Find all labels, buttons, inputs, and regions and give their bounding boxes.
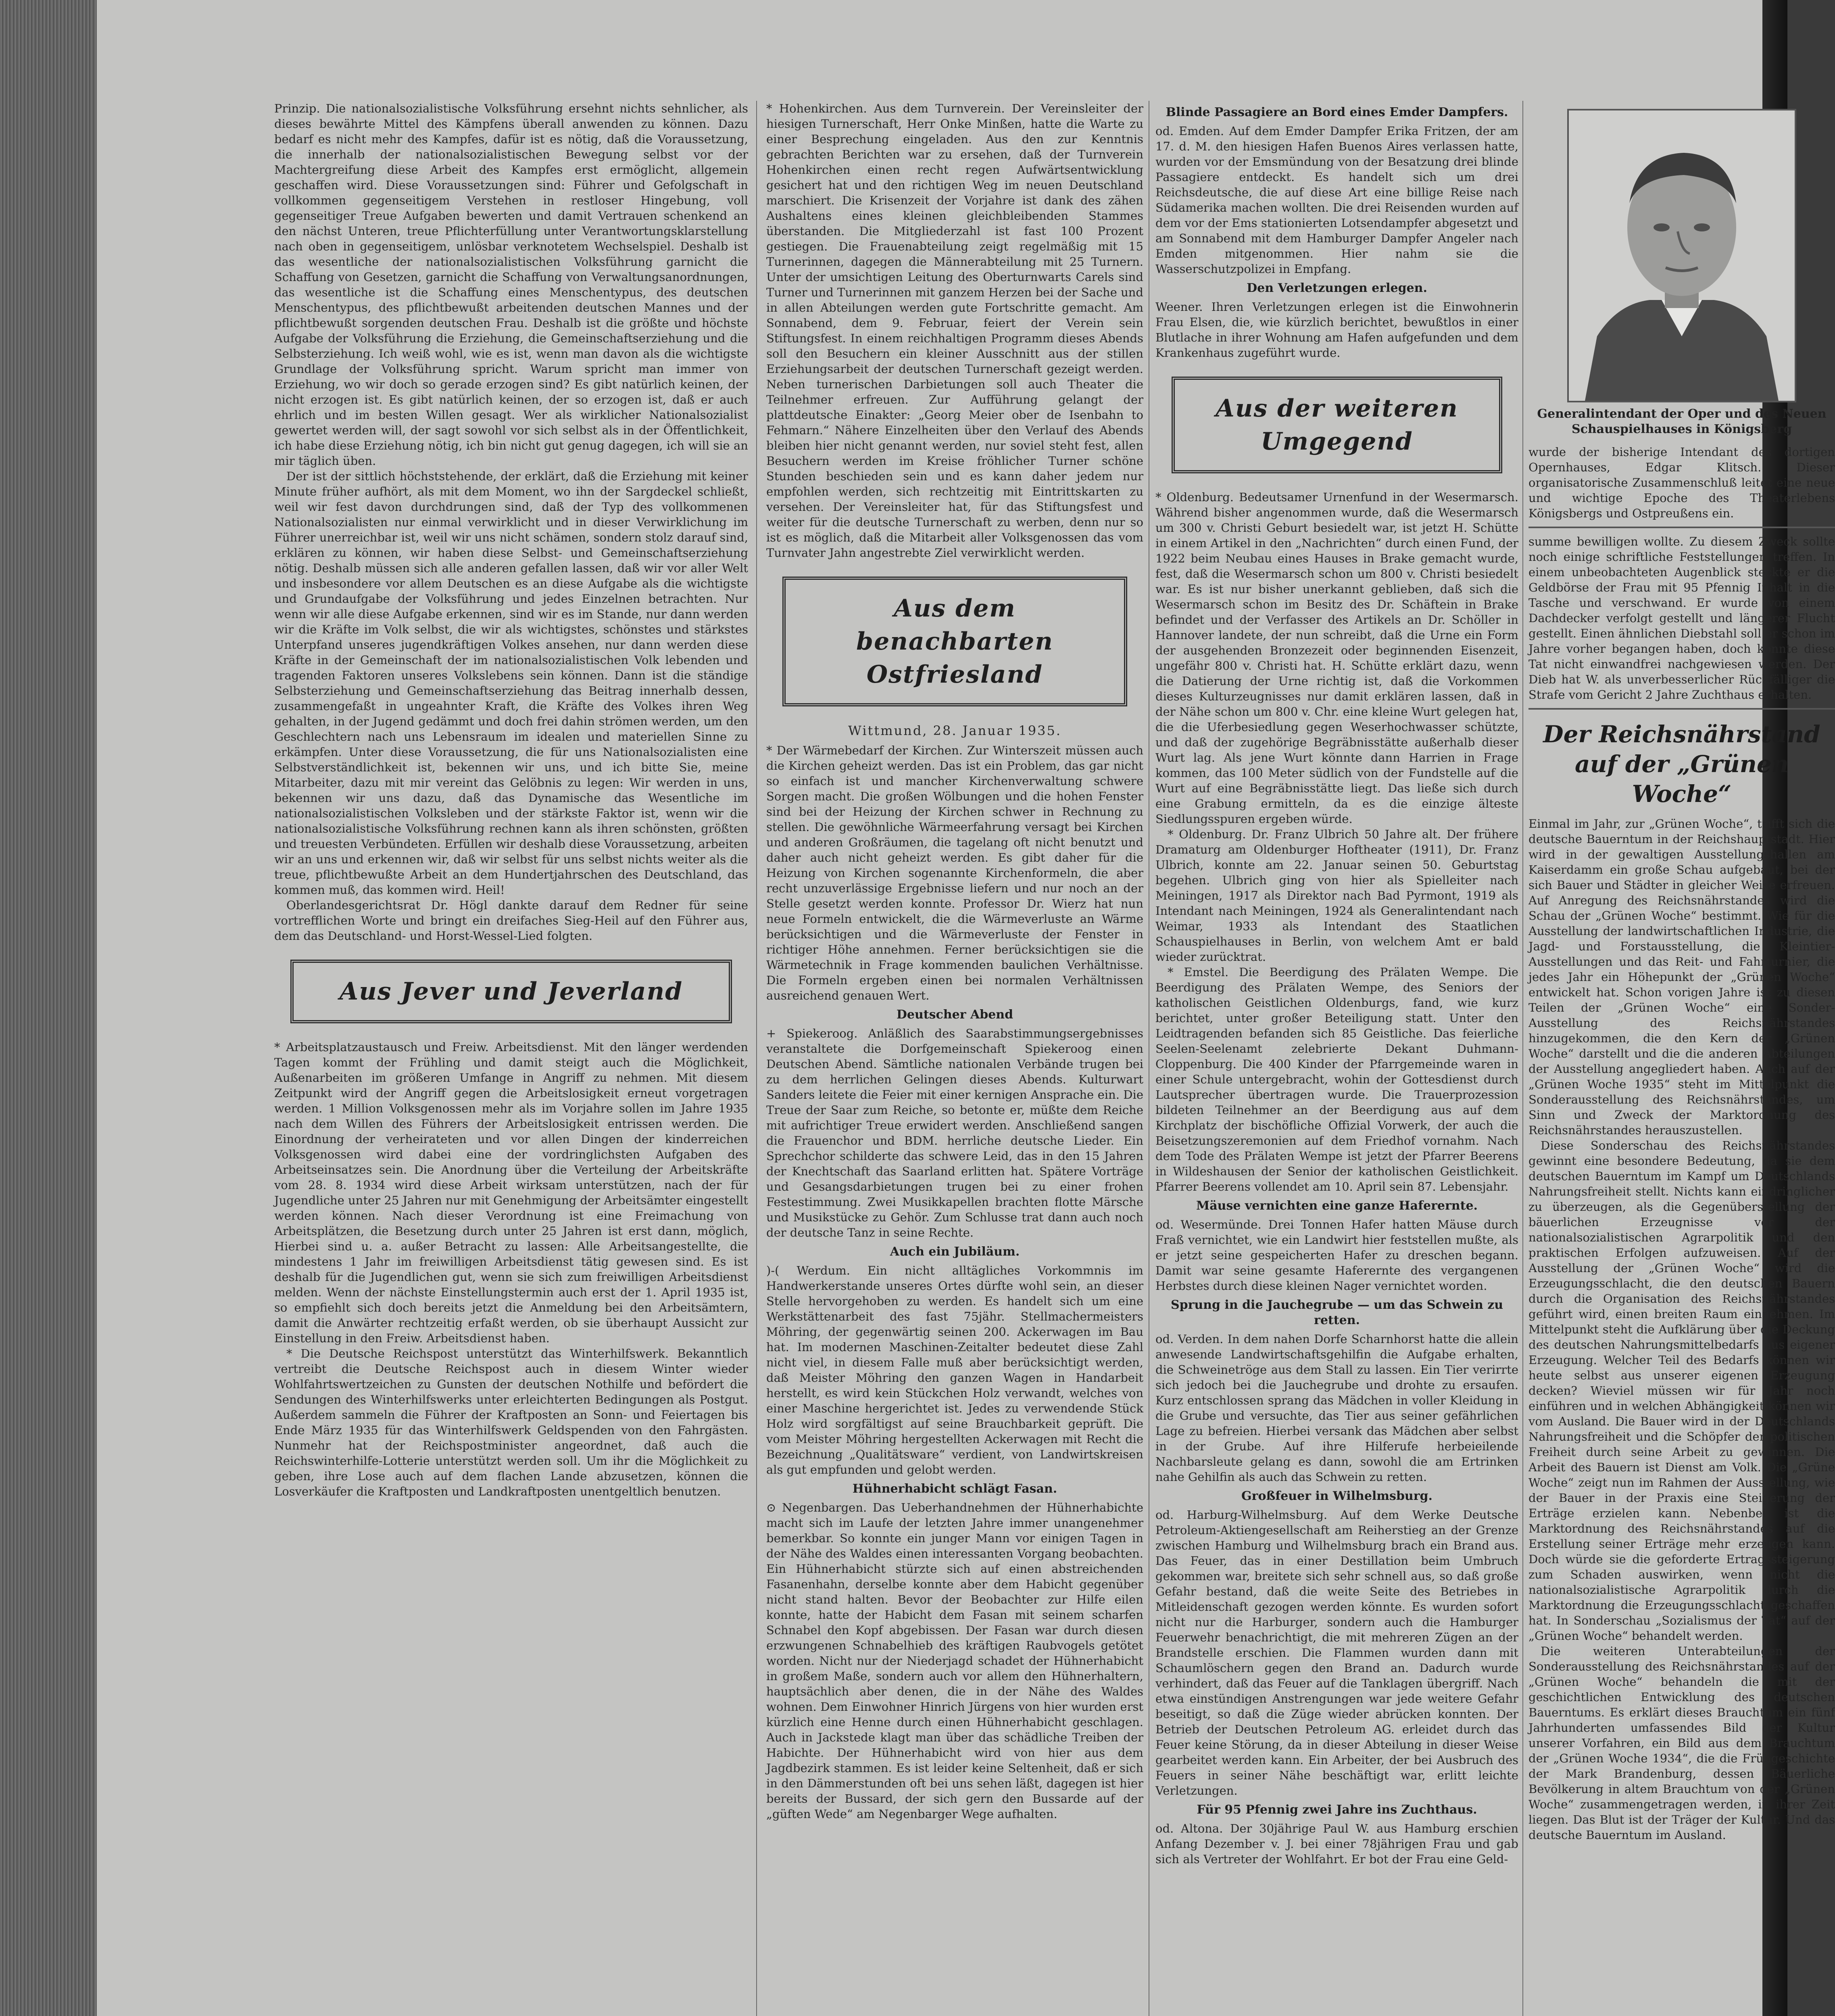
article-text: )-( Werdum. Ein nicht alltägliches Vorkommnis im Handwerkerstande unseres Ortes dürfte wohl sein, an dieser Stelle hervorgehoben zu werden. Es handelt sich um eine Werkstättenarbeit des fast 75jähr. Stellmachermeisters Möhring, der gegenwärtig seinen 200. Ackerwagen im Bau hat. Im modernen Maschinen-Zeitalter bedeutet diese Zahl nicht viel, in diesem Falle muß aber berücksichtigt werden, daß Meister Möhring den ganzen Wagen in Handarbeit herstellt, es wird kein Stückchen Holz verwandt, welches von einer Maschine hergerichtet ist. Jedes zu verwendende Stück Holz wird sorgfältigst auf seine Brauchbarkeit geprüft. Die vom Meister Möhring hergestellten Ackerwagen mit Recht die Bezeichnung „Qualitätsware“ verdient, von Landwirtskreisen als gut empfunden und gelobt werden.	[766, 1264, 1143, 1477]
article-heading: Mäuse vernichten eine ganze Haferernte.	[1196, 1199, 1478, 1213]
article-text: * Oldenburg. Bedeutsamer Urnenfund in der Wesermarsch. Während bisher angenommen wurde, daß die Wesermarsch um 300 v. Christi Geburt besiedelt war, ist jetzt H. Schütte in einem Artikel in den „Nachrichten“ durch einen Fund, der 1922 beim Neubau eines Hauses in Brake gemacht wurde, fest, daß die Wesermarsch schon um 800 v. Christi besiedelt war. Es ist nur bisher unerkannt geblieben, daß sich die Wesermarsch schon im Besitz des Dr. Schäftein in Brake befindet und der Verfasser des Artikels an Dr. Schöller in Hannover landete, der nun schreibt, daß die Urne ein Form der ausgehenden Bronzezeit oder beginnenden Eisenzeit, ungefähr 800 v. Christi hat. H. Schütte erklärt dazu, wenn die Datierung der Urne richtig ist, daß die Vorkommen dieses Kulturzeugnisses nur damit erklären lassen, daß in der Nähe schon um 800 v. Chr. eine kleine Wurt gelegen hat, die die Uferbesiedlung gegen Weserhochwasser schützte, und daß der zugehörige Begräbnisstätte außerhalb dieser Wurt lag. Als jene Wurt könnte dann Harrien in Frage kommen, das 100 Meter südlich von der Fundstelle auf die Wurt auf eine Begräbnisstätte liegt. Das ließe sich durch eine Grabung ermitteln, da es die einzige älteste Siedlungsspuren ergeben würde.	[1155, 490, 1518, 826]
section-heading-box	[290, 960, 732, 1023]
section-heading-box	[1172, 377, 1502, 473]
article-text: Einmal im Jahr, zur „Grünen Woche“, trifft sich die deutsche Bauerntum in der Reichshauptstadt. Hier wird in der gewaltigen Ausstellungshallen am Kaiserdamm ein große Schau aufgebaut, bei der sich Bauer und Städter in gleicher Weise erfreuen. Auf Anregung des Reichsnährstandes wird die Schau der „Grünen Woche“ bestimmt. Wie für die Ausstellung der landwirtschaftlichen Industrie, die Jagd- und Forstausstellung, die Kleintier-Ausstellungen und das Reit- und Fahrturnier, die jedes Jahr ein Höhepunkt der „Grünen Woche“ entwickelt hat. Schon vorigen Jahre ist zu diesen Teilen der „Grünen Woche“ eine Sonder-Ausstellung des Reichsnährstandes hinzugekommen, die den Kern der „Grünen Woche“ darstellt und die die anderen Abteilungen der Ausstellung angegliedert haben. Auch auf der „Grünen Woche 1935“ steht im Mittelpunkt die Sonderausstellung des Reichsnährstandes, um Sinn und Zweck der Marktordnung des Reichsnährstandes herauszustellen.	[1528, 817, 1835, 1137]
section-heading: Aus der weiteren Umgegend	[1216, 394, 1458, 456]
divider	[1528, 708, 1835, 710]
portrait-photo	[1567, 109, 1796, 402]
article-text: Der ist der sittlich höchststehende, der erklärt, daß die Erziehung mit keiner Minute früher aufhört, als mit dem Moment, wo ihn der Sargdeckel schließt, weil wir fest davon durchdrungen sind, daß der Typ des vollkommenen Nationalsozialisten nur einmal verwirklicht und in dieser Verwirklichung im Führer unerreichbar ist, weil wir uns nicht schämen, sondern stolz darauf sind, erklären zu können, wir haben diese Selbst- und Gemeinschaftserziehung nötig. Deshalb müssen sich alle anderen gefallen lassen, daß wir vor aller Welt und insbesondere vor allem Deutschen es an diese Aufgabe als die wichtigste und Grundaufgabe der Volksführung und jedes Einzelnen betrachten. Nur wenn wir alle diese Aufgabe erkennen, sind wir es im Stande, nur dann werden wir die Kräfte im Volk selbst, die wir als wichtigstes, schönstes und stärkstes Unterpfand unseres jugendkräftigen Volkes ansehen, nur dann werden diese Kräfte in der Gemeinschaft der im nationalsozialistischen Volk lebenden und tragenden Faktoren unseres Volkslebens sein können. Dann ist die ständige Selbsterziehung und Gemeinschaftserziehung das Beitrag innerhalb dessen, zusammengefaßt in ungeahnter Kraft, die Kräfte des Volkes ihren Weg gehalten, in der Jugend gedämmt und doch frei dahin strömen werden, um den Geschlechtern nach uns Lebensraum im idealen und materiellen Sinne zu erkämpfen. Unter diese Voraussetzung, die für uns Nationalsozialisten eine Selbstverständlichkeit ist, bekennen wir uns, und ich bitte Sie, meine Mitarbeiter, dazu mit mir vereint das Gelöbnis zu legen: Wir werden in uns, bekennen wir uns dazu, daß das Dynamische das Wesentliche im nationalsozialistischen Volksleben und der stärkste Faktor ist, wenn wir die nationalsozialistische Volksführung rechnen kann als ihren schönsten, größten und treuesten Verbündeten. Erfüllen wir deshalb diese Voraussetzung, arbeiten wir an uns und erkennen wir, daß wir selbst für uns selbst nichts weiter als die treue, pflichtbewußte Arbeit an dem Hundertjahrschen des Deutschland, das kommen muß, das kommen wird. Heil!	[274, 469, 748, 897]
article-heading: Sprung in die Jauchegrube — um das Schwein zu retten.	[1170, 1298, 1503, 1327]
article-text: Die weiteren Unterabteilungen der Sonderausstellung des Reichsnährstandes auf der „Grünen Woche“ behandeln die mit der geschichtlichen Entwicklung des deutschen Bauerntums. Es erklärt dieses Brauchtum ein fünf Jahrhunderten umfassendes Bild der Kultur unserer Vorfahren, ein Bild aus dem Brauchtum der „Grünen Woche 1934“, die die Frühgeschichte der Mark Brandenburg, dessen Bäuerliche Bevölkerung in altem Brauchtum von der „Grünen Woche“ zusammengetragen werden, in ihrer Zeit liegen. Das Blut ist der Träger der Kultur. Und das deutsche Bauerntum im Ausland.	[1528, 1644, 1835, 1842]
divider	[1528, 527, 1835, 528]
dateline: Wittmund, 28. Januar 1935.	[848, 723, 1061, 738]
column-4	[1528, 101, 1835, 2016]
article-heading: Großfeuer in Wilhelmsburg.	[1241, 1489, 1433, 1503]
column-3	[1155, 101, 1518, 2016]
article-text: ⊙ Negenbargen. Das Ueberhandnehmen der Hühnerhabichte macht sich im Laufe der letzten Jahre immer unangenehmer bemerkbar. So konnte ein junger Mann vor einigen Tagen in der Nähe des Waldes einen interessanten Vorgang beobachten. Ein Hühnerhabicht stürzte sich auf einen abstreichenden Fasanenhahn, derselbe konnte aber dem Habicht gegenüber nicht stand halten. Bevor der Beobachter zur Hilfe eilen konnte, hatte der Habicht dem Fasan mit seinem scharfen Schnabel den Kopf abgebissen. Der Fasan war durch diesen erzwungenen Schnabelhieb des kräftigen Raubvogels getötet worden. Nicht nur der Niederjagd schadet der Hühnerhabicht in großem Maße, sondern auch vor allem den Hühnerhaltern, hauptsächlich aber denen, die in der Nähe des Waldes wohnen. Dem Einwohner Hinrich Jürgens von hier wurden erst kürzlich eine Henne durch einen Hühnerhabicht geschlagen. Auch in Jackstede klagt man über das schädliche Treiben der Habichte. Der Hühnerhabicht wird von hier aus dem Jagdbezirk stammen. Es ist leider keine Seltenheit, daß er sich in den Dämmerstunden oft bei uns sehen läßt, dagegen ist hier bereits der Bussard, der sich gern den Bussarde auf der „güften Wede“ am Negenbarger Wege aufhalten.	[766, 1501, 1143, 1821]
article-heading: Deutscher Abend	[896, 1008, 1013, 1022]
article-heading: Hühnerhabicht schlägt Fasan.	[852, 1482, 1057, 1496]
article-heading: Blinde Passagiere an Bord eines Emder Dampfers.	[1166, 105, 1508, 119]
article-text: + Spiekeroog. Anläßlich des Saarabstimmungsergebnisses veranstaltete die Dorfgemeinschaft Spiekeroog einen Deutschen Abend. Sämtliche nationalen Verbände trugen bei zu dem herrlichen Gelingen dieses Abends. Kulturwart Sanders leitete die Feier mit einer kernigen Ansprache ein. Die Treue der Saar zum Reiche, so betonte er, müßte dem Reiche mit aufrichtiger Treue erwidert werden. Anschließend sangen die Frauenchor und BDM. herrliche deutsche Lieder. Ein Sprechchor schilderte das schwere Leid, das in den 15 Jahren der Knechtschaft das Saarland erlitten hat. Spätere Vorträge und Gesangsdarbietungen trugen bei zu einer frohen Festestimmung. Zwei Musikkapellen brachten flotte Märsche und Musikstücke zu Gehör. Zum Schlusse trat dann auch noch der deutsche Tanz in seine Rechte.	[766, 1027, 1143, 1239]
article-text: od. Harburg-Wilhelmsburg. Auf dem Werke Deutsche Petroleum-Aktiengesellschaft am Reiherstieg an der Grenze zwischen Hamburg und Wilhelmsburg brach ein Brand aus. Das Feuer, das in einer Destillation beim Umbruch gekommen war, breitete sich sehr schnell aus, so daß große Gefahr bestand, daß die weite Seite des Betriebes in Mitleidenschaft gezogen werden könnte. Es wurden sofort nicht nur die Harburger, sondern auch die Hamburger Feuerwehr benachrichtigt, die mit mehreren Zügen an der Brandstelle erschien. Die Flammen wurden dann mit Schaumlöschern gegen den Brand an. Dadurch wurde verhindert, daß das Feuer auf die Tanklagen übergriff. Nach etwa einstündigen Anstrengungen war jede weitere Gefahr beseitigt, so daß die Züge wieder abrücken konnten. Der Betrieb der Deutschen Petroleum AG. erleidet durch das Feuer keine Störung, da in dieser Abteilung in dieser Weise gearbeitet werden kann. Ein Arbeiter, der bei Ausbruch des Feuers in seiner Nähe beschäftigt war, erlitt leichte Verletzungen.	[1155, 1508, 1518, 1797]
article-heading: Auch ein Jubiläum.	[890, 1245, 1020, 1259]
article-text: * Emstel. Die Beerdigung des Prälaten Wempe. Die Beerdigung des Prälaten Wempe, des Seniors der katholischen Geistlichen Oldenburgs, fand, wie kurz berichtet, unter großer Beteiligung statt. Unter den Leidtragenden befanden sich 85 Geistliche. Das feierliche Seelen-Seelenamt zelebrierte Dekant Duhmann-Cloppenburg. Die 400 Kinder der Pfarrgemeinde waren in einer Schule untergebracht, wohin der Gottesdienst durch Lautsprecher übertragen wurde. Die Trauerprozession bildeten Teilnehmer an der Beerdigung aus auf dem Kirchplatz der bischöfliche Offizial Vorwerk, der auch die Beisetzungszeremonien auf dem Friedhof vornahm. Nach dem Tode des Prälaten Wempe ist jetzt der Pfarrer Beerens in Wildeshausen der Senior der katholischen Geistlichkeit. Pfarrer Beerens vollendet am 10. April sein 87. Lebensjahr.	[1155, 965, 1518, 1193]
article-text: od. Emden. Auf dem Emder Dampfer Erika Fritzen, der am 17. d. M. den hiesigen Hafen Buenos Aires verlassen hatte, wurden vor der Emsmündung von der Besatzung drei blinde Passagiere entdeckt. Es handelt sich um drei Reichsdeutsche, die auf diese Art eine billige Reise nach Südamerika machen wollten. Die drei Reisenden wurden auf dem vor der Ems stationierten Lotsendampfer abgesetzt und am Sonnabend mit dem Hamburger Dampfer Angeler nach Emden mitgenommen. Hier nahm sie die Wasserschutzpolizei in Empfang.	[1155, 124, 1518, 276]
article-title: Der Reichsnährstand auf der „Grünen Woche“	[1543, 721, 1820, 808]
article-heading: Den Verletzungen erlegen.	[1247, 281, 1427, 295]
photo-caption: Generalintendant der Oper und des Neuen Schauspielhauses in Königsberg	[1537, 407, 1827, 436]
column-2	[766, 101, 1143, 2016]
section-heading: Aus Jever und Jeverland	[339, 977, 683, 1006]
article-text: * Hohenkirchen. Aus dem Turnverein. Der Vereinsleiter der hiesigen Turnerschaft, Herr Onke Minßen, hatte die Warte zu einer Besprechung eingeladen. Aus den zur Kenntnis gebrachten Berichten war zu ersehen, daß der Turnverein Hohenkirchen einen recht regen Aufwärtsentwicklung gesichert hat und den richtigen Weg im neuen Deutschland marschiert. Die Krisenzeit der Vorjahre ist dank des zähen Aushaltens eines kleinen gleichbleibenden Stammes überstanden. Die Mitgliederzahl ist fast 100 Prozent gestiegen. Die Frauenabteilung zeigt regelmäßig mit 15 Turnerinnen, dagegen die Männerabteilung mit 25 Turnern. Unter der umsichtigen Leitung des Oberturnwarts Carels sind Turner und Turnerinnen mit ganzem Herzen bei der Sache und in allen Abteilungen werden gute Fortschritte gemacht. Am Sonnabend, dem 9. Februar, feiert der Verein sein Stiftungsfest. In einem reichhaltigen Programm dieses Abends soll den Besuchern ein kleiner Ausschnitt aus der stillen Erziehungsarbeit der deutschen Turnerschaft gezeigt werden. Neben turnerischen Darbietungen soll auch Theater die Teilnehmer erfreuen. Zur Aufführung gelangt der plattdeutsche Einakter: „Georg Meier ober de Isenbahn to Fehmarn.“ Nähere Einzelheiten über den Verlauf des Abends bleiben hier nicht genannt werden, nur soviel steht fest, allen Besuchern werden im Kreise fröhlicher Turner schöne Stunden beschieden sein und es kann daher jedem nur empfohlen werden, sich rechtzeitig mit Eintrittskarten zu versehen. Der Vereinsleiter hat, für das Stiftungsfest und weiter für die deutsche Turnerschaft zu werben, denn nur so ist es möglich, daß die Mitarbeit aller Volksgenossen das vom Turnvater Jahn angestrebte Ziel verwirklicht werden.	[766, 102, 1143, 560]
article-text: Prinzip. Die nationalsozialistische Volksführung ersehnt nichts sehnlicher, als dieses bewährte Mittel des Kämpfens überall anwenden zu können. Dazu bedarf es nicht mehr des Kampfes, dafür ist es nötig, daß die Voraussetzung, die innerhalb der nationalsozialistischen Bewegung selbst vor der Machtergreifung diese Arbeit des Kampfes erst ermöglicht, allgemein geschaffen wird. Diese Voraussetzungen sind: Führer und Gefolgschaft in vollkommen gegenseitigem Verstehen in restloser Hingebung, voll gegenseitiger Treue Aufgaben bewerten und damit Vertrauen schenkend an den nächst Unteren, treue Pflichterfüllung unter Verantwortungsklarstellung nach oben in gegenseitigem, unlösbar verknotetem Wechselspiel. Deshalb ist das wesentliche der nationalsozialistischen Volksführung garnicht die Schaffung von Gesetzen, garnicht die Schaffung von Verwaltungsanordnungen, das wesentliche ist die Schaffung eines Menschentypus, des deutschen Menschentypus, des pflichtbewußt arbeitenden deutschen Mannes und der pflichtbewußt sorgenden deutschen Frau. Deshalb ist die größte und höchste Aufgabe der Volksführung die Erziehung, die Gemeinschaftserziehung und die Selbsterziehung. Ich weiß wohl, wie es ist, wenn man davon als die wichtigste Grundlage der Volksführung spricht. Warum spricht man immer von Erziehung, wo wir doch so gerade erzogen sind? Es gibt natürlich keinen, der nicht erzogen ist. Es gibt natürlich keinen, der so erzogen ist, daß er auch ehrlich und im besten Willen gesagt. Wer als wirklicher Nationalsozialist gewertet werden will, der sagt sowohl vor sich selbst als in der Öffentlichkeit, ich habe diese Erziehung nötig, ich bin nicht gut genug dagegen, ich will sie an mir täglich üben.	[274, 102, 748, 468]
column-rule	[756, 101, 757, 2016]
article-text: od. Altona. Der 30jährige Paul W. aus Hamburg erschien Anfang Dezember v. J. bei einer 78jährigen Frau und gab sich als Vertreter der Wohlfahrt. Er bot der Frau eine Geld-	[1155, 1822, 1518, 1866]
article-text: summe bewilligen wollte. Zu diesem Zweck sollte noch einige schriftliche Feststellungen treffen. In einem unbeobachteten Augenblick steckte er die Geldbörse der Frau mit 95 Pfennig Inhalt in die Tasche und verschwand. Er wurde von einem Dachdecker verfolgt gestellt und längerer Flucht gestellt. Einen ähnlichen Diebstahl soll er schon im Jahre vorher begangen haben, doch konnte diese Tat nicht einwandfrei nachgewiesen werden. Der Dieb hat W. als unverbesserlicher Rückfälliger die Strafe vom Gericht 2 Jahre Zuchthaus erhalten.	[1528, 535, 1835, 702]
article-text: * Oldenburg. Dr. Franz Ulbrich 50 Jahre alt. Der frühere Dramaturg am Oldenburger Hoftheater (1911), Dr. Franz Ulbrich, konnte am 22. Januar seinen 50. Geburtstag begehen. Ulbrich ging von hier als Spielleiter nach Meiningen, 1917 als Direktor nach Bad Pyrmont, 1919 als Intendant nach Meiningen, 1924 als Generalintendant nach Weimar, 1933 als Intendant des Staatlichen Schauspielhauses in Berlin, von welchem Amt er bald wieder zurücktrat.	[1155, 827, 1518, 964]
column-1	[274, 101, 748, 2016]
article-text: * Der Wärmebedarf der Kirchen. Zur Winterszeit müssen auch die Kirchen geheizt werden. Das ist ein Problem, das gar nicht so einfach ist und mancher Kirchenverwaltung schwere Sorgen macht. Die großen Wölbungen und die hohen Fenster sind bei der Heizung der Kirchen schwer in Rechnung zu stellen. Die gewöhnliche Wärmeerfahrung versagt bei Kirchen und anderen Großräumen, die tagelang oft nicht benutzt und daher auch nicht geheizt werden. Es gibt daher für die Heizung von Kirchen sogenannte Kirchenformeln, die aber recht unzuverlässige Ergebnisse liefern und nur noch an der Stelle gesetzt werden konnte. Professor Dr. Wierz hat nun neue Formeln entwickelt, die die Wärmeverluste an Wärme berücksichtigen und die Wärmeverluste der Fenster in richtiger Höhe annehmen. Ferner berücksichtigen sie die Wärmetechnik in Frage kommenden baulichen Verhältnisse. Die Formeln ergeben einen bei normalen Verhältnissen ausreichend genauen Wert.	[766, 744, 1143, 1002]
portrait-image	[1569, 110, 1795, 401]
article-text: * Arbeitsplatzaustausch und Freiw. Arbeitsdienst. Mit den länger werdenden Tagen kommt der Frühling und damit steigt auch die Möglichkeit, Außenarbeiten im größeren Umfange in Angriff zu nehmen. Mit diesem Zeitpunkt wird der Angriff gegen die Arbeitslosigkeit erneut vorgetragen werden. 1 Million Volksgenossen mehr als im Vorjahre sollen im Jahre 1935 nach dem Willen des Führers der Arbeitslosigkeit entrissen werden. Die Einordnung der verheirateten und vor allen Dingen der kinderreichen Volksgenossen wird dabei eine der vordringlichsten Aufgaben des Arbeitseinsatzes sein. Die Anordnung über die Verteilung der Arbeitskräfte vom 28. 8. 1934 wird diese Arbeit wirksam unterstützen, nach der für Jugendliche unter 25 Jahren nur mit Genehmigung der Arbeitsämter eingestellt werden können. Nach dieser Verordnung ist eine Freimachung von Arbeitsplätzen, die Besetzung durch unter 25 Jahren ist erst dann, möglich, Hierbei sind u. a. außer Betracht zu lassen: Alle Arbeitsangestellte, die mindestens 1 Jahr im freiwilligen Arbeitsdienst tätig gewesen sind. Es ist deshalb für die Jugendlichen gut, wenn sie sich zum freiwilligen Arbeitsdienst melden. Wenn der nächste Einstellungstermin auch erst der 1. April 1935 ist, so empfiehlt sich doch bereits jetzt die Anmeldung bei den Arbeitsämtern, damit die Anwärter rechtzeitig erfaßt werden, ob sie überhaupt Aussicht zur Einstellung in den Freiw. Arbeitsdienst haben.	[274, 1040, 748, 1345]
article-text: Diese Sonderschau des Reichsnährstandes gewinnt eine besondere Bedeutung, da sie dem deutschen Bauerntum im Kampf um Deutschlands Nahrungsfreiheit stellt. Nichts kann eindringlicher zu überzeugen, als die Gegenüberstellung der bäuerlichen Erzeugnisse vor der nationalsozialistischen Agrarpolitik und den praktischen Erfolgen aufzuweisen. Auf der Ausstellung der „Grünen Woche“ wird die Erzeugungsschlacht, die den deutschen Bauern durch die Organisation des Reichsnährstandes geführt wird, einen breiten Raum einnehmen. Im Mittelpunkt steht die Aufklärung über die Deckung des deutschen Nahrungsmittelbedarfs aus eigener Erzeugung. Welcher Teil des Bedarfs können wir heute selbst aus unserer eigenen Erzeugung decken? Wieviel müssen wir für Jahr noch einführen und in welchen Abhängigkeit können wir vom Ausland. Die Bauer wird in der Deutschlands Nahrungsfreiheit und die Schöpfer der politischen Freiheit durch seine Arbeit zu gewinnen. Die Arbeit des Bauern ist Dienst am Volk. Die „Grüne Woche“ zeigt nun im Rahmen der Ausstellung, wie der Bauer in der Praxis eine Steigerung der Erträge erzielen kann. Nebenbei ist die Marktordnung des Reichsnährstandes auf die Erstellung seiner Erträge mehr erzeugen kann. Doch würde sie die geforderte Ertragssteigerung zum Schaden auswirken, wenn nicht die nationalsozialistische Agrarpolitik durch die Marktordnung die Erzeugungsschlacht geschaffen hat. In Sonderschau „Sozialismus der Tat“ auf der „Grünen Woche“ behandelt werden.	[1528, 1139, 1835, 1643]
book-spine	[0, 0, 97, 2016]
article-heading: Für 95 Pfennig zwei Jahre ins Zuchthaus.	[1197, 1803, 1477, 1817]
article-text: od. Wesermünde. Drei Tonnen Hafer hatten Mäuse durch Fraß vernichtet, wie ein Landwirt hier feststellen mußte, als er jetzt seine gespeicherten Hafer zu dreschen begann. Damit war seine gesamte Haferernte des vergangenen Herbstes durch diese kleinen Nager vernichtet worden.	[1155, 1218, 1518, 1293]
article-text: od. Verden. In dem nahen Dorfe Scharnhorst hatte die allein anwesende Landwirtschaftsgehilfin die Aufgabe erhalten, die Schweinetröge aus dem Stall zu lassen. Ein Tier verirrte sich jedoch bei die Jauchegrube und drohte zu ersaufen. Kurz entschlossen sprang das Mädchen in voller Kleidung in die Grube und versuchte, das Tier aus seiner gefährlichen Lage zu befreien. Hierbei versank das Mädchen aber selbst in der Grube. Auf ihre Hilferufe herbeieilende Nachbarsleute gelang es dann, sowohl die am Ertrinken nahe Gehilfin als auch das Schwein zu retten.	[1155, 1332, 1518, 1484]
section-heading: Aus dem benachbarten Ostfriesland	[856, 594, 1053, 689]
section-heading-box	[782, 577, 1127, 706]
column-rule	[1522, 101, 1523, 2016]
article-text: * Die Deutsche Reichspost unterstützt das Winterhilfswerk. Bekanntlich vertreibt die Deutsche Reichspost auch in diesem Winter wieder Wohlfahrtswertzeichen zu Gunsten der deutschen Nothilfe und befördert die Sendungen des Winterhilfswerks unter erleichterten Bedingungen als Postgut. Außerdem sammeln die Führer der Kraftposten an Sonn- und Feiertagen bis Ende März 1935 für das Winterhilfswerk Geldspenden von den Fahrgästen. Nunmehr hat der Reichspostminister angeordnet, daß auch die Reichswinterhilfe-Lotterie unterstützt werden soll. Um ihr die Möglichkeit zu geben, ihre Lose auch auf dem flachen Lande abzusetzen, können die Losverkäufer die Kraftposten und Landkraftposten unentgeltlich benutzen.	[274, 1347, 748, 1498]
article-text: Weener. Ihren Verletzungen erlegen ist die Einwohnerin Frau Elsen, die, wie kürzlich berichtet, bewußtlos in einer Blutlache in ihrer Wohnung am Hafen aufgefunden und dem Krankenhaus zugeführt wurde.	[1155, 300, 1518, 360]
article-text: Oberlandesgerichtsrat Dr. Högl dankte darauf dem Redner für seine vortrefflichen Worte und bringt ein dreifaches Sieg-Heil auf den Führer aus, dem das Deutschland- und Horst-Wessel-Lied folgten.	[274, 898, 748, 943]
newspaper-page	[97, 0, 1835, 2016]
article-text: wurde der bisherige Intendant des dortigen Opernhauses, Edgar Klitsch. Dieser organisatorische Zusammenschluß leitet eine neue und wichtige Epoche des Theaterlebens Königsbergs und Ostpreußens ein.	[1528, 445, 1835, 520]
